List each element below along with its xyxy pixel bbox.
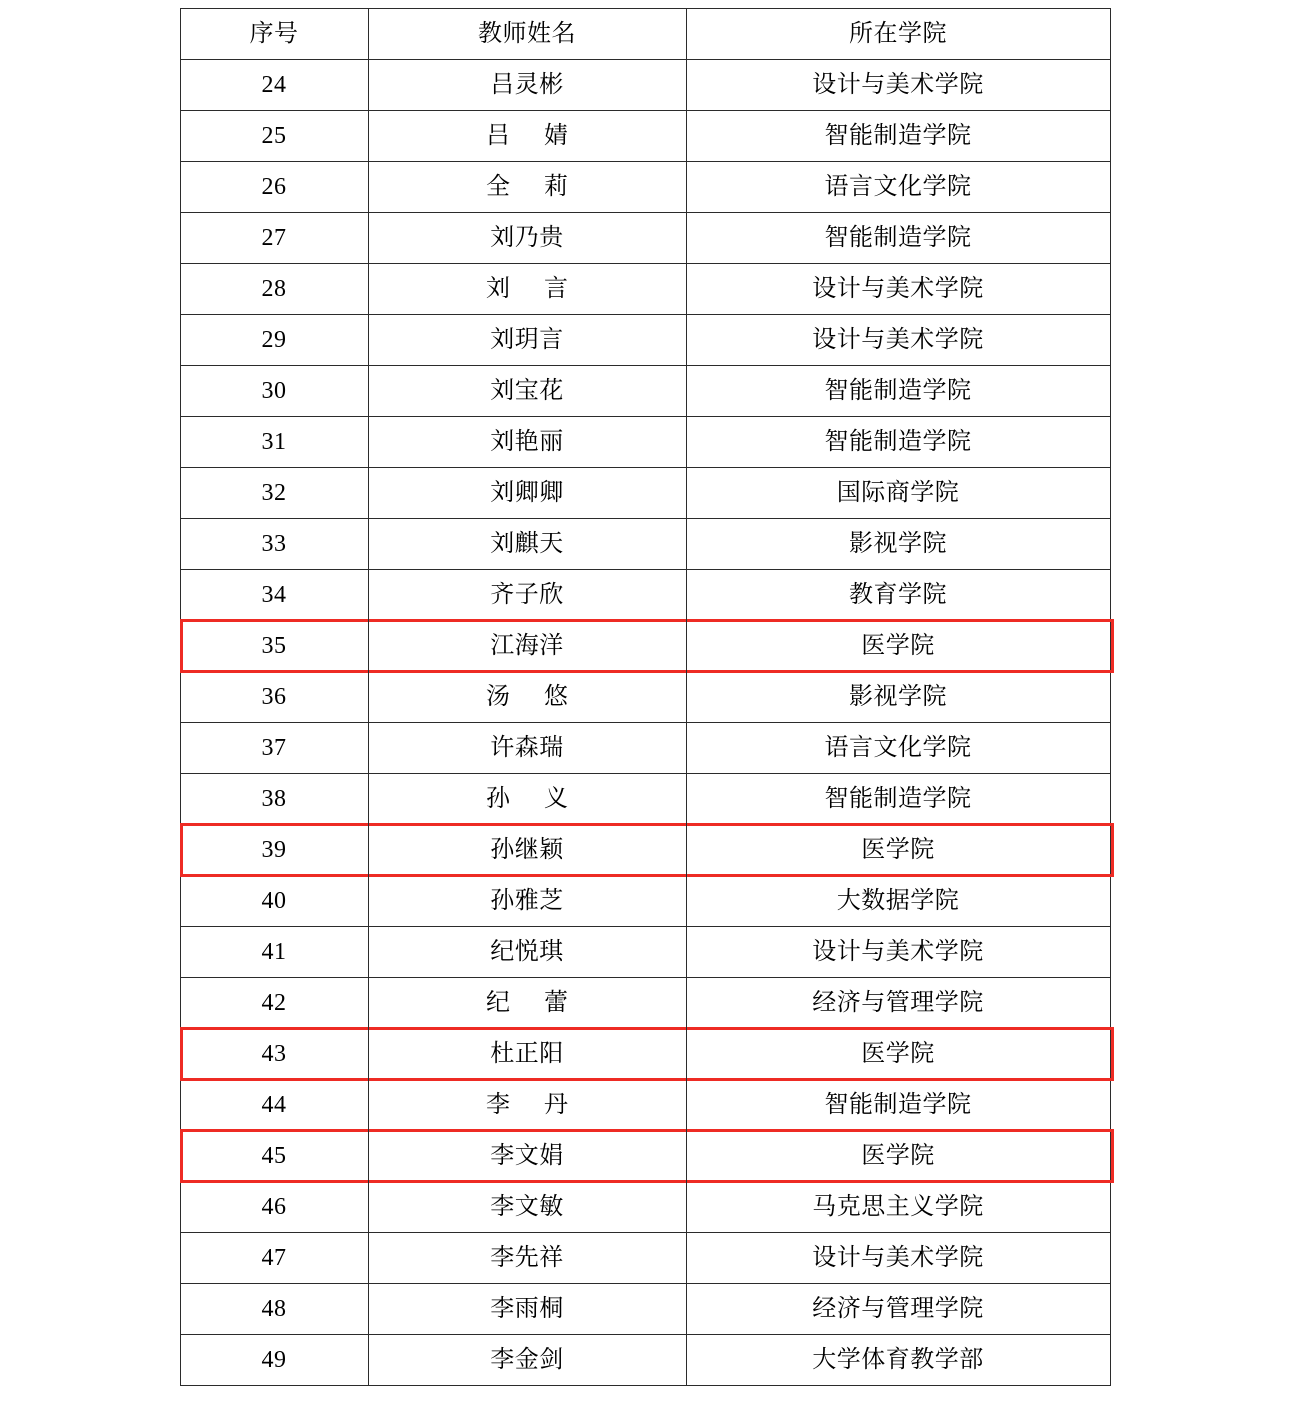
cell-college: 马克思主义学院 xyxy=(686,1182,1110,1233)
cell-teacher-name xyxy=(368,927,686,978)
cell-college: 医学院 xyxy=(686,1029,1110,1080)
table-row xyxy=(180,927,1110,978)
cell-index: 49 xyxy=(180,1335,368,1386)
cell-college: 国际商学院 xyxy=(686,468,1110,519)
table-row xyxy=(180,1029,1110,1080)
cell-college: 设计与美术学院 xyxy=(686,927,1110,978)
teacher-name-text: 吕 婧 xyxy=(486,122,582,149)
cell-index: 43 xyxy=(180,1029,368,1080)
table-row xyxy=(180,417,1110,468)
cell-index: 44 xyxy=(180,1080,368,1131)
cell-teacher-name xyxy=(368,1233,686,1284)
cell-college: 智能制造学院 xyxy=(686,213,1110,264)
teacher-name-text: 许森瑞 xyxy=(490,734,564,761)
cell-teacher-name xyxy=(368,60,686,111)
cell-teacher-name xyxy=(368,162,686,213)
cell-college: 设计与美术学院 xyxy=(686,60,1110,111)
cell-teacher-name xyxy=(368,621,686,672)
table-row xyxy=(180,570,1110,621)
cell-index: 25 xyxy=(180,111,368,162)
teacher-name-text: 齐子欣 xyxy=(490,581,564,608)
table-row xyxy=(180,672,1110,723)
cell-teacher-name xyxy=(368,264,686,315)
cell-teacher-name xyxy=(368,111,686,162)
cell-index: 31 xyxy=(180,417,368,468)
cell-teacher-name xyxy=(368,1182,686,1233)
cell-index: 38 xyxy=(180,774,368,825)
teacher-name-text: 孙 义 xyxy=(486,785,582,812)
cell-college: 设计与美术学院 xyxy=(686,315,1110,366)
teacher-name-text: 吕灵彬 xyxy=(490,71,564,98)
table-row xyxy=(180,774,1110,825)
cell-teacher-name xyxy=(368,825,686,876)
table-row xyxy=(180,621,1110,672)
teacher-name-text: 孙继颖 xyxy=(490,836,564,863)
cell-index: 28 xyxy=(180,264,368,315)
cell-index: 32 xyxy=(180,468,368,519)
cell-college: 设计与美术学院 xyxy=(686,264,1110,315)
cell-teacher-name xyxy=(368,1131,686,1182)
cell-index: 34 xyxy=(180,570,368,621)
cell-index: 26 xyxy=(180,162,368,213)
teacher-name-text: 李 丹 xyxy=(486,1091,582,1118)
cell-teacher-name xyxy=(368,774,686,825)
table-row xyxy=(180,876,1110,927)
cell-teacher-name xyxy=(368,417,686,468)
cell-teacher-name xyxy=(368,468,686,519)
teacher-name-text: 刘玥言 xyxy=(490,326,564,353)
table-row xyxy=(180,978,1110,1029)
teacher-name-text: 纪悦琪 xyxy=(490,938,564,965)
table-row xyxy=(180,111,1110,162)
header-index: 序号 xyxy=(180,9,368,60)
cell-teacher-name xyxy=(368,519,686,570)
cell-index: 36 xyxy=(180,672,368,723)
table-row xyxy=(180,1080,1110,1131)
cell-college: 医学院 xyxy=(686,1131,1110,1182)
teacher-name-text: 李雨桐 xyxy=(490,1295,564,1322)
table-row xyxy=(180,162,1110,213)
teacher-name-text: 刘乃贵 xyxy=(490,224,564,251)
cell-college: 大数据学院 xyxy=(686,876,1110,927)
teacher-name-text: 李先祥 xyxy=(490,1244,564,1271)
cell-college: 医学院 xyxy=(686,825,1110,876)
cell-index: 46 xyxy=(180,1182,368,1233)
cell-index: 48 xyxy=(180,1284,368,1335)
cell-teacher-name xyxy=(368,723,686,774)
teacher-roster-table xyxy=(180,8,1111,1386)
cell-index: 30 xyxy=(180,366,368,417)
cell-teacher-name xyxy=(368,1284,686,1335)
cell-college: 影视学院 xyxy=(686,672,1110,723)
cell-teacher-name xyxy=(368,1335,686,1386)
cell-college: 影视学院 xyxy=(686,519,1110,570)
table-row xyxy=(180,264,1110,315)
table-row xyxy=(180,1182,1110,1233)
table-row xyxy=(180,825,1110,876)
cell-teacher-name xyxy=(368,876,686,927)
cell-index: 24 xyxy=(180,60,368,111)
cell-college: 智能制造学院 xyxy=(686,366,1110,417)
cell-college: 智能制造学院 xyxy=(686,417,1110,468)
header-row xyxy=(180,9,1110,60)
table-row xyxy=(180,723,1110,774)
table-row xyxy=(180,60,1110,111)
cell-teacher-name xyxy=(368,213,686,264)
cell-teacher-name xyxy=(368,672,686,723)
cell-index: 42 xyxy=(180,978,368,1029)
cell-teacher-name xyxy=(368,366,686,417)
cell-college: 教育学院 xyxy=(686,570,1110,621)
teacher-name-text: 李文敏 xyxy=(490,1193,564,1220)
cell-index: 45 xyxy=(180,1131,368,1182)
cell-index: 29 xyxy=(180,315,368,366)
table-row xyxy=(180,1284,1110,1335)
cell-college: 大学体育教学部 xyxy=(686,1335,1110,1386)
table-row xyxy=(180,315,1110,366)
cell-index: 37 xyxy=(180,723,368,774)
table-row xyxy=(180,1131,1110,1182)
teacher-name-text: 李文娟 xyxy=(490,1142,564,1169)
cell-college: 经济与管理学院 xyxy=(686,1284,1110,1335)
teacher-name-text: 刘 言 xyxy=(486,275,582,302)
teacher-name-text: 纪 蕾 xyxy=(486,989,582,1016)
teacher-name-text: 杜正阳 xyxy=(490,1040,564,1067)
cell-college: 语言文化学院 xyxy=(686,162,1110,213)
table-row xyxy=(180,519,1110,570)
teacher-name-text: 汤 悠 xyxy=(486,683,582,710)
cell-index: 33 xyxy=(180,519,368,570)
cell-college: 经济与管理学院 xyxy=(686,978,1110,1029)
cell-college: 智能制造学院 xyxy=(686,111,1110,162)
cell-index: 27 xyxy=(180,213,368,264)
cell-college: 医学院 xyxy=(686,621,1110,672)
table-body xyxy=(180,60,1110,1386)
table-row xyxy=(180,1233,1110,1284)
table-row xyxy=(180,1335,1110,1386)
cell-college: 设计与美术学院 xyxy=(686,1233,1110,1284)
table-row xyxy=(180,213,1110,264)
teacher-name-text: 孙雅芝 xyxy=(490,887,564,914)
cell-teacher-name xyxy=(368,1029,686,1080)
header-college: 所在学院 xyxy=(686,9,1110,60)
teacher-name-text: 全 莉 xyxy=(486,173,582,200)
cell-college: 智能制造学院 xyxy=(686,1080,1110,1131)
cell-index: 47 xyxy=(180,1233,368,1284)
cell-teacher-name xyxy=(368,1080,686,1131)
cell-college: 智能制造学院 xyxy=(686,774,1110,825)
cell-college: 语言文化学院 xyxy=(686,723,1110,774)
table-row xyxy=(180,366,1110,417)
table-header xyxy=(180,9,1110,60)
cell-index: 41 xyxy=(180,927,368,978)
teacher-name-text: 刘卿卿 xyxy=(490,479,564,506)
teacher-name-text: 刘宝花 xyxy=(490,377,564,404)
cell-index: 40 xyxy=(180,876,368,927)
teacher-name-text: 刘艳丽 xyxy=(490,428,564,455)
cell-index: 35 xyxy=(180,621,368,672)
teacher-name-text: 江海洋 xyxy=(490,632,564,659)
cell-index: 39 xyxy=(180,825,368,876)
teacher-name-text: 刘麒天 xyxy=(490,530,564,557)
cell-teacher-name xyxy=(368,978,686,1029)
header-name: 教师姓名 xyxy=(368,9,686,60)
cell-teacher-name xyxy=(368,570,686,621)
cell-teacher-name xyxy=(368,315,686,366)
teacher-name-text: 李金剑 xyxy=(490,1346,564,1373)
table-row xyxy=(180,468,1110,519)
